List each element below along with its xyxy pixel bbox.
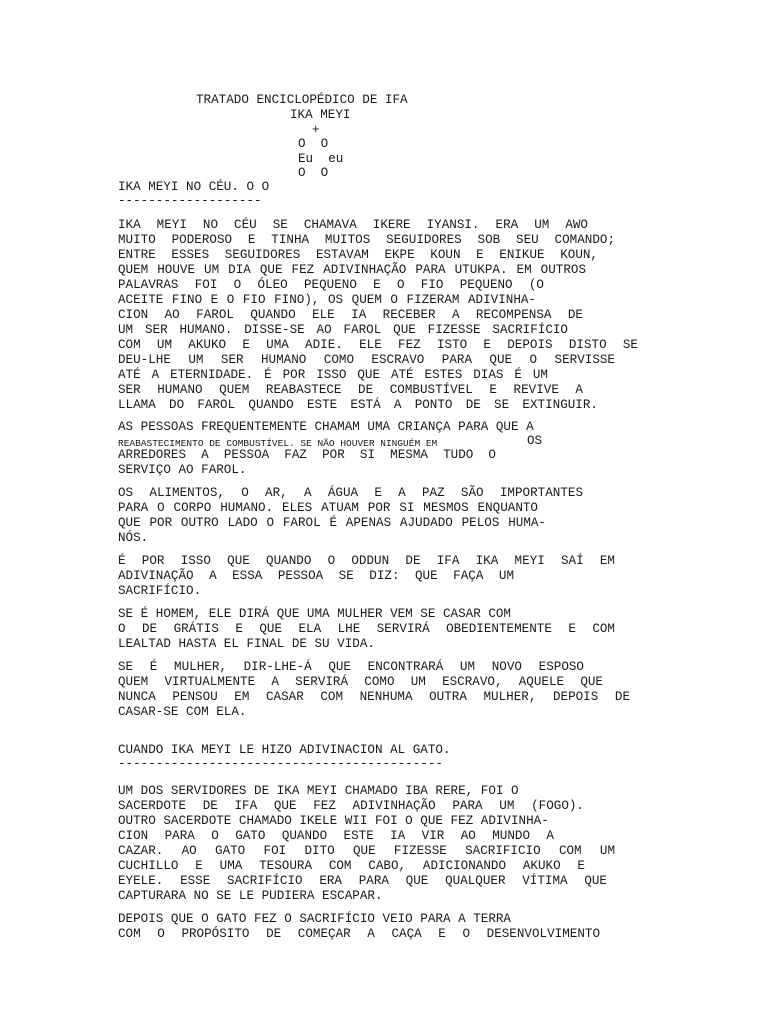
paragraph-line: QUE POR OUTRO LADO O FAROL É APENAS AJUDADO PELOS HUMA- <box>118 516 546 530</box>
paragraph-line: DEPOIS QUE O GATO FEZ O SACRIFÍCIO VEIO PARA A TERRA <box>118 912 511 926</box>
odu-sign-plus: + <box>312 123 320 137</box>
paragraph-line: LLAMA DO FAROL QUANDO ESTE ESTÁ A PONTO DE SE EXTINGUIR. <box>118 398 598 412</box>
paragraph-line: SE É MULHER, DIR-LHE-Á QUE ENCONTRARÁ UM NOVO ESPOSO <box>118 660 584 674</box>
paragraph-line: ENTRE ESSES SEGUIDORES ESTAVAM EKPE KOUN E ENIKUE KOUN, <box>118 248 598 262</box>
paragraph-line: SER HUMANO QUEM REABASTECE DE COMBUSTÍVEL E REVIVE A <box>118 383 583 397</box>
paragraph-line: COM UM AKUKO E UMA ADIE. ELE FEZ ISTO E DEPOIS DISTO SE <box>118 338 638 352</box>
paragraph-line: NUNCA PENSOU EM CASAR COM NENHUMA OUTRA MULHER, DEPOIS DE <box>118 690 630 704</box>
paragraph-line-small-print: REABASTECIMENTO DE COMBUSTÍVEL. SE NÃO HOUVER NINGUÉM EM <box>118 438 438 449</box>
paragraph-line: COM O PROPÓSITO DE COMEÇAR A CAÇA E O DESENVOLVIMENTO <box>118 927 600 941</box>
paragraph-line: SACERDOTE DE IFA QUE FEZ ADIVINHAÇÃO PARA UM (FOGO). <box>118 799 584 813</box>
paragraph-line: ADIVINAÇÃO A ESSA PESSOA SE DIZ: QUE FAÇA UM <box>118 569 514 583</box>
paragraph-line: SE É HOMEM, ELE DIRÁ QUE UMA MULHER VEM SE CASAR COM <box>118 607 511 621</box>
paragraph-line: LEALTAD HASTA EL FINAL DE SU VIDA. <box>118 637 375 651</box>
paragraph-line: NÓS. <box>118 531 149 545</box>
paragraph-line: AS PESSOAS FREQUENTEMENTE CHAMAM UMA CRIANÇA PARA QUE A <box>118 420 534 434</box>
paragraph-line: MUITO PODEROSO E TINHA MUITOS SEGUIDORES SOB SEU COMANDO; <box>118 233 615 247</box>
paragraph-line: SACRIFÍCIO. <box>118 584 202 598</box>
paragraph-line: OS ALIMENTOS, O AR, A ÁGUA E A PAZ SÃO IMPORTANTES <box>118 486 583 500</box>
section-heading-gato: CUANDO IKA MEYI LE HIZO ADIVINACION AL GATO. <box>118 743 451 757</box>
paragraph-line: OUTRO SACERDOTE CHAMADO IKELE WII FOI O QUE FEZ ADIVINHA- <box>118 814 549 828</box>
paragraph-line: CUCHILLO E UMA TESOURA COM CABO, ADICIONANDO AKUKO E <box>118 859 585 873</box>
section-heading-ceu: IKA MEYI NO CÉU. O O <box>118 180 270 194</box>
paragraph-line: IKA MEYI NO CÉU SE CHAMAVA IKERE IYANSI. ERA UM AWO <box>118 218 588 232</box>
paragraph-line: ACEITE FINO E O FIO FINO), OS QUEM O FIZERAM ADIVINHA- <box>118 293 536 307</box>
paragraph-line: O DE GRÁTIS E QUE ELA LHE SERVIRÁ OBEDIENTEMENTE E COM <box>118 622 615 636</box>
paragraph-line: UM DOS SERVIDORES DE IKA MEYI CHAMADO IBA RERE, FOI O <box>118 784 519 798</box>
paragraph-line: CION AO FAROL QUANDO ELE IA RECEBER A RECOMPENSA DE <box>118 308 583 322</box>
paragraph-line: ARREDORES A PESSOA FAZ POR SI MESMA TUDO O <box>118 448 496 462</box>
odu-sign-row-1: O O <box>298 137 329 151</box>
paragraph-line: CAPTURARA NO SE LE PUDIERA ESCAPAR. <box>118 889 383 903</box>
paragraph-line: QUEM HOUVE UM DIA QUE FEZ ADIVINHAÇÃO PARA UTUKPA. EM OUTROS <box>118 263 586 277</box>
paragraph-line: SERVIÇO AO FAROL. <box>118 463 247 477</box>
paragraph-line: É POR ISSO QUE QUANDO O ODDUN DE IFA IKA MEYI SAÍ EM <box>118 554 615 568</box>
document-title: TRATADO ENCICLOPÉDICO DE IFA <box>196 93 408 107</box>
paragraph-line: PARA O CORPO HUMANO. ELES ATUAM POR SI MESMOS ENQUANTO <box>118 501 538 515</box>
paragraph-line: PALAVRAS FOI O ÓLEO PEQUENO E O FIO PEQUENO (O <box>118 278 544 292</box>
paragraph-line: CASAR-SE COM ELA. <box>118 705 247 719</box>
paragraph-line: EYELE. ESSE SACRIFÍCIO ERA PARA QUE QUALQUER VÍTIMA QUE <box>118 874 607 888</box>
odu-name: IKA MEYI <box>290 108 351 122</box>
section-rule: ------------------------------------------- <box>118 757 443 771</box>
section-rule: ------------------- <box>118 194 262 208</box>
paragraph-line: CAZAR. AO GATO FOI DITO QUE FIZESSE SACRIFICIO COM UM <box>118 844 615 858</box>
paragraph-line: UM SER HUMANO. DISSE-SE AO FAROL QUE FIZESSE SACRIFÍCIO <box>118 323 568 337</box>
paragraph-line-tail: OS <box>527 434 543 448</box>
paragraph-line: QUEM VIRTUALMENTE A SERVIRÁ COMO UM ESCRAVO, AQUELE QUE <box>118 675 603 689</box>
odu-sign-row-2: Eu eu <box>298 152 344 166</box>
paragraph-line: DEU-LHE UM SER HUMANO COMO ESCRAVO PARA QUE O SERVISSE <box>118 353 615 367</box>
paragraph-line: CION PARA O GATO QUANDO ESTE IA VIR AO MUNDO A <box>118 829 554 843</box>
paragraph-line: ATÉ A ETERNIDADE. É POR ISSO QUE ATÉ ESTES DIAS É UM <box>118 368 548 382</box>
odu-sign-row-3: O O <box>298 166 329 180</box>
